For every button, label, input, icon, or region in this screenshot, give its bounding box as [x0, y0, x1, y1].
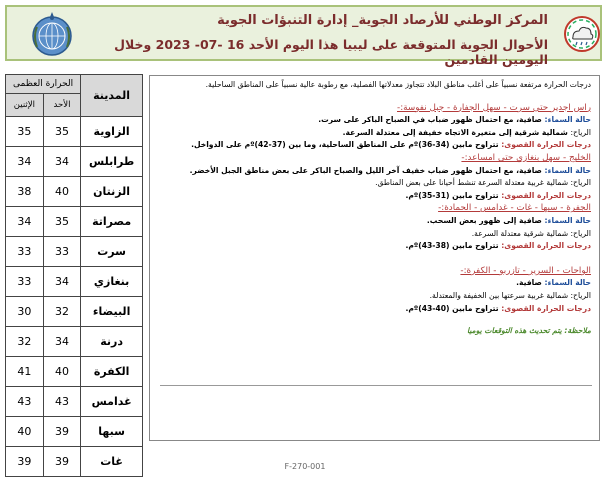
sky-line: [156, 277, 591, 290]
sunday-temp: 39: [43, 417, 80, 447]
sky-value: صافية، مع احتمال ظهور ضباب في الصباح الباكر على سرت.: [318, 115, 545, 125]
sky-label: حالة السماء:: [544, 278, 591, 288]
temp-value: تتراوح مابين (38-43)ºم.: [405, 241, 502, 251]
city-name: غات: [81, 447, 143, 477]
sky-line: [156, 165, 591, 178]
city-name: طرابلس: [81, 147, 143, 177]
table-row: [6, 177, 143, 207]
weather-cloud-logo-icon: [563, 15, 601, 53]
monday-header: الإثنين: [6, 94, 44, 117]
sky-value: صافية.: [516, 278, 545, 288]
table-row: [6, 117, 143, 147]
monday-temp: 33: [6, 267, 44, 297]
wind-value: شمالية غربية معتدلة السرعة تنشط أحيانا على بعض المناطق.: [375, 178, 571, 188]
monday-temp: 43: [6, 387, 44, 417]
wind-label: الرياح:: [570, 228, 591, 238]
report-title: المركز الوطني للأرصاد الجوية_ إدارة التنبؤات الجوية: [217, 13, 548, 28]
region-title: الجفرة - سبها - غات - غدامس - الحمادة:-: [438, 203, 591, 214]
forecast-intro: درجات الحرارة مرتفعة نسبياً على أغلب مناطق البلاد تتجاوز معدلاتها الفصلية، مع رطوبة عالية نسبياً على المناطق الساحلية.: [205, 80, 591, 89]
temp-label: درجات الحرارة القصوى:: [501, 140, 591, 150]
temp-line: [156, 240, 591, 253]
city-name: الزاوية: [81, 117, 143, 147]
temp-line: [156, 190, 591, 203]
table-row: [6, 267, 143, 297]
document-code: F-270-001: [284, 462, 326, 471]
sky-label: حالة السماء:: [544, 215, 591, 225]
sky-line: [156, 215, 591, 228]
table-row: [6, 147, 143, 177]
temp-line: [156, 303, 591, 316]
report-subtitle: الأحوال الجوية المتوقعة على ليبيا هذا اليوم الأحد 16 -07- 2023 وخلال اليومين القادمين: [114, 37, 548, 67]
monday-temp: 40: [6, 417, 44, 447]
monday-temp: 33: [6, 237, 44, 267]
monday-temp: 41: [6, 357, 44, 387]
wind-line: [156, 290, 591, 303]
sky-label: حالة السماء:: [544, 115, 591, 125]
wind-line: [156, 127, 591, 140]
temp-label: درجات الحرارة القصوى:: [501, 303, 591, 313]
sunday-temp: 34: [43, 147, 80, 177]
temp-value: تتراوح مابين (31-35)ºم.: [405, 190, 502, 200]
monday-temp: 30: [6, 297, 44, 327]
sunday-temp: 34: [43, 267, 80, 297]
sky-label: حالة السماء:: [544, 165, 591, 175]
monday-temp: 39: [6, 447, 44, 477]
city-name: مصراتة: [81, 207, 143, 237]
table-row: [6, 387, 143, 417]
sunday-temp: 39: [43, 447, 80, 477]
max-temperature-table: [5, 74, 143, 477]
sky-line: [156, 114, 591, 127]
sunday-header: الأحد: [43, 94, 80, 117]
city-name: سرت: [81, 237, 143, 267]
wind-value: شمالية غربية سرعتها بين الخفيفة والمعتدلة.: [429, 290, 571, 300]
sky-value: صافية، مع احتمال ظهور ضباب خفيف آخر الليل والصباح الباكر على بعض مناطق الجبل الأخضر.: [189, 165, 545, 175]
sunday-temp: 34: [43, 327, 80, 357]
temp-value: تتراوح مابين (34-36)ºم على المناطق الساحلية، وما بين (37-42)ºم على الدواخل.: [191, 140, 502, 150]
city-name: درنة: [81, 327, 143, 357]
forecast-text-box: [149, 75, 600, 441]
table-row: [6, 237, 143, 267]
wind-line: [156, 228, 591, 241]
city-header: المدينة: [81, 75, 143, 117]
monday-temp: 34: [6, 207, 44, 237]
sunday-temp: 40: [43, 357, 80, 387]
monday-temp: 35: [6, 117, 44, 147]
monday-temp: 32: [6, 327, 44, 357]
region-title: الواحات - السرير - تازربو - الكفرة:-: [460, 265, 591, 276]
monday-temp: 38: [6, 177, 44, 207]
region-title: الخليج - سهل بنغازي حتى امساعد:-: [461, 152, 591, 163]
wind-value: شمالية شرقية إلى متغيرة الاتجاه خفيفة إلى معتدلة السرعة.: [342, 127, 571, 137]
max-temp-header: الحرارة العظمى: [6, 75, 81, 94]
wind-label: الرياح:: [570, 290, 591, 300]
sunday-temp: 40: [43, 177, 80, 207]
wind-label: الرياح:: [570, 178, 591, 188]
wind-label: الرياح:: [570, 127, 591, 137]
wind-line: [156, 177, 591, 190]
temp-label: درجات الحرارة القصوى:: [501, 241, 591, 251]
table-row: [6, 207, 143, 237]
temp-line: [156, 139, 591, 152]
sky-value: صافية إلى ظهور بعض السحب.: [426, 215, 545, 225]
city-name: بنغازي: [81, 267, 143, 297]
update-note: ملاحظة: يتم تحديث هذه التوقعات يوميا: [467, 326, 591, 336]
wind-value: شمالية شرقية معتدلة السرعة.: [471, 228, 571, 238]
sunday-temp: 43: [43, 387, 80, 417]
table-row: [6, 417, 143, 447]
temp-value: تتراوح مابين (40-43)ºم.: [405, 303, 502, 313]
temp-label: درجات الحرارة القصوى:: [501, 190, 591, 200]
sunday-temp: 35: [43, 117, 80, 147]
city-name: الكفرة: [81, 357, 143, 387]
city-name: سبها: [81, 417, 143, 447]
report-header: [5, 5, 602, 67]
monday-temp: 34: [6, 147, 44, 177]
divider-line: [160, 385, 592, 386]
region-title: راس اجدير حتى سرت - سهل الجفارة - جبل نفوسة:-: [397, 102, 591, 113]
sunday-temp: 33: [43, 237, 80, 267]
table-row: [6, 357, 143, 387]
city-name: الزنتان: [81, 177, 143, 207]
table-row: [6, 327, 143, 357]
table-row: [6, 297, 143, 327]
city-name: البيضاء: [81, 297, 143, 327]
sunday-temp: 32: [43, 297, 80, 327]
city-name: غدامس: [81, 387, 143, 417]
sunday-temp: 35: [43, 207, 80, 237]
